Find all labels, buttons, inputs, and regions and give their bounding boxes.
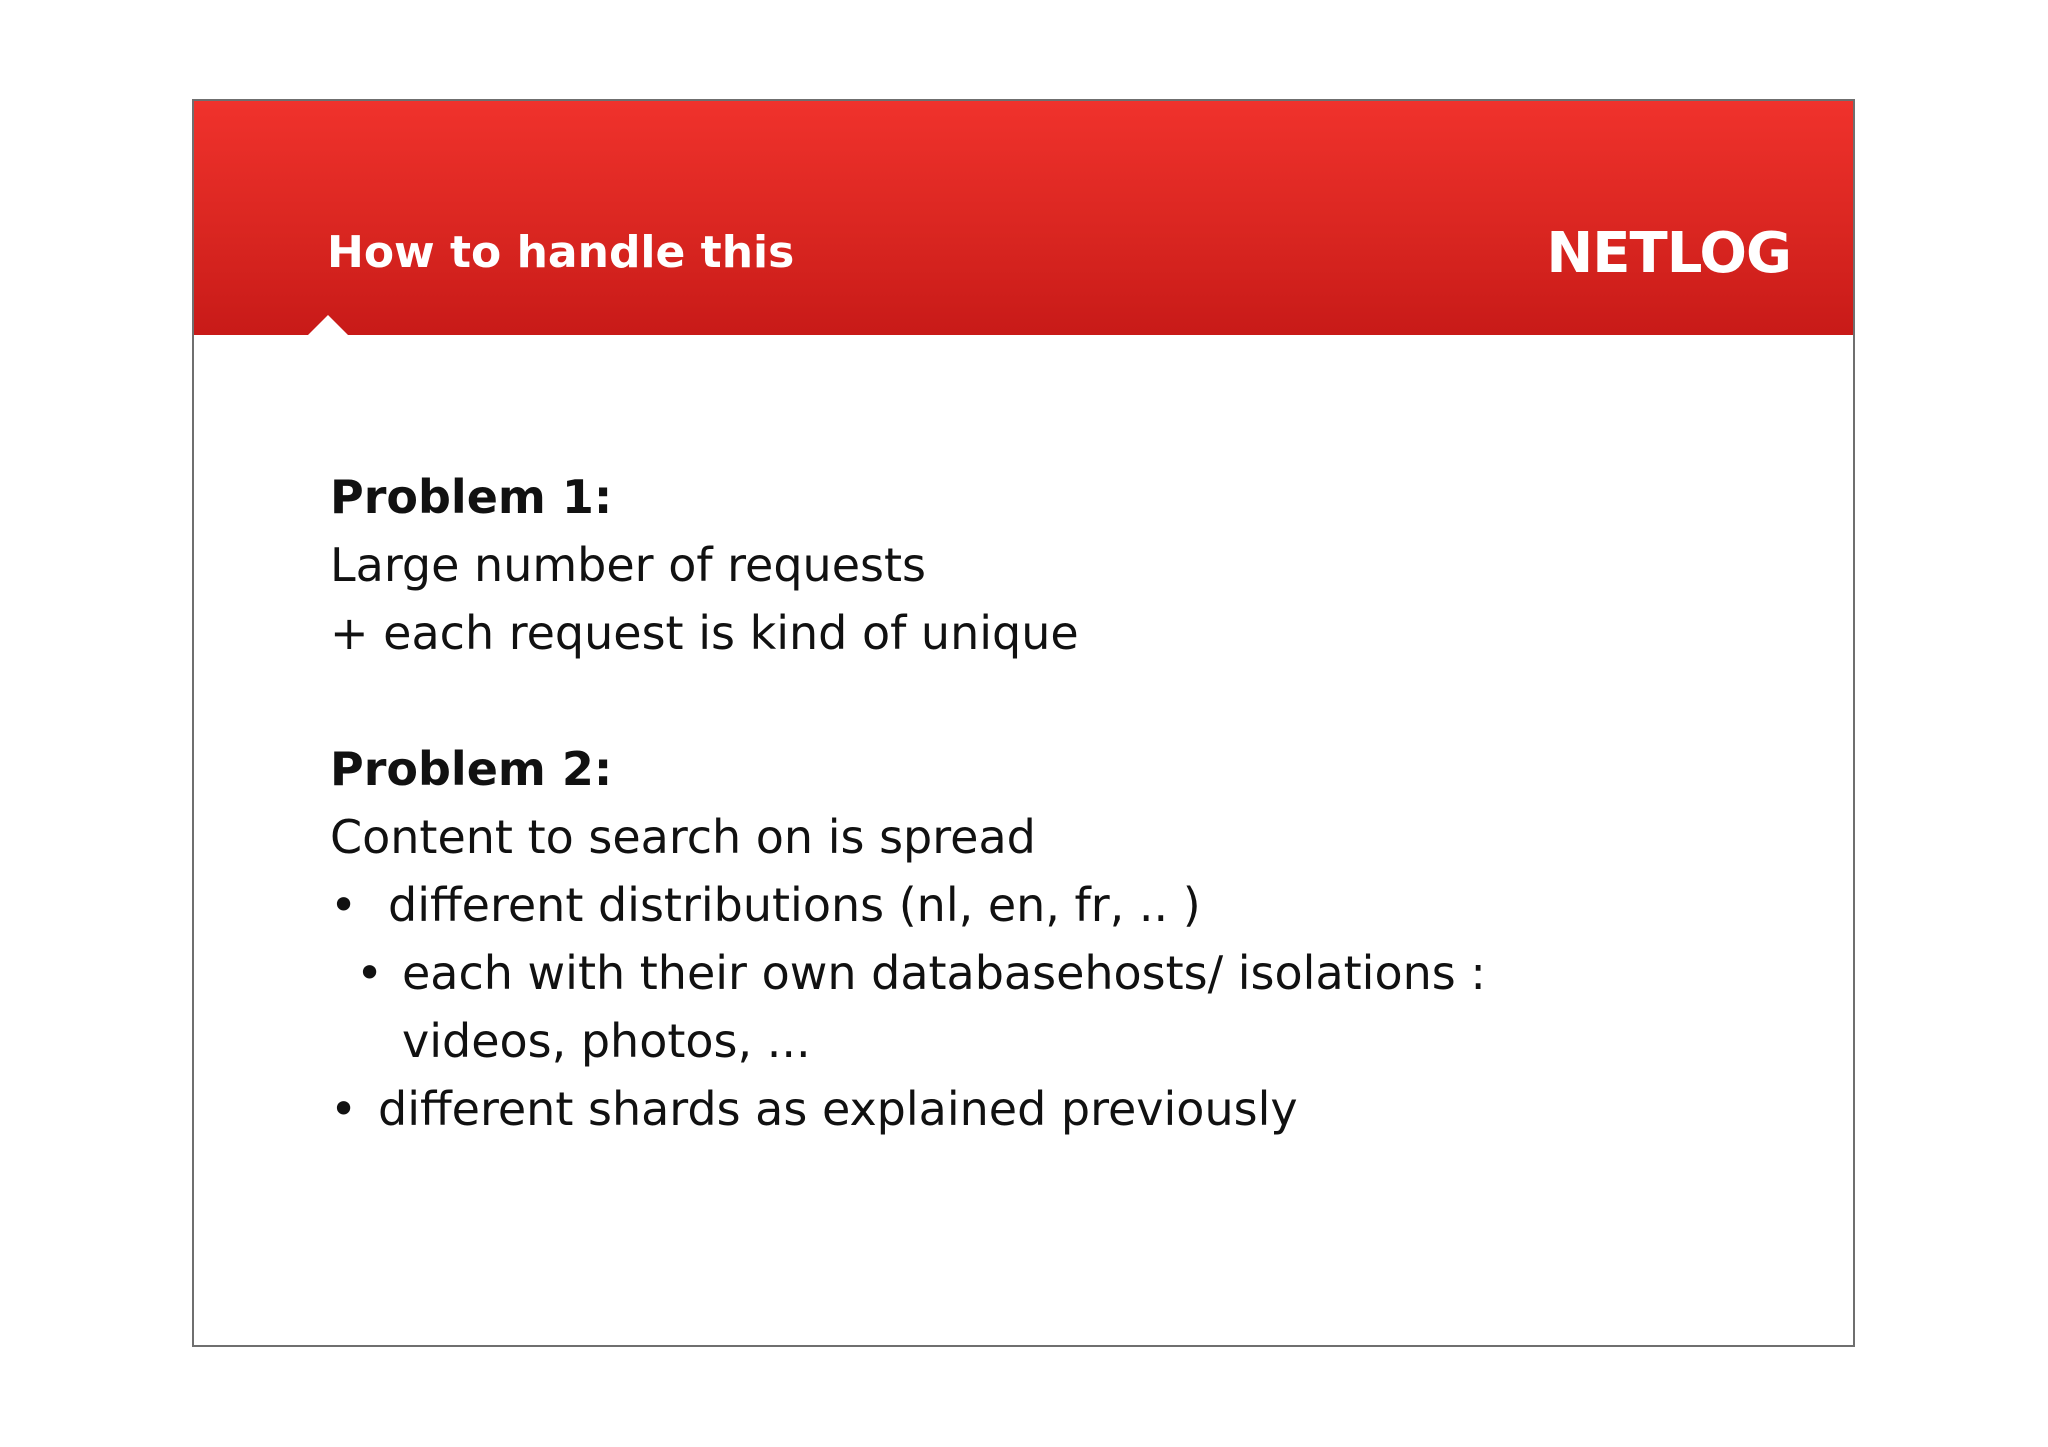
slide — [192, 99, 1855, 1347]
problem-1-line: + each request is kind of unique — [330, 606, 1079, 660]
problem-2-intro: Content to search on is spread — [330, 810, 1036, 864]
problem-1-line: Large number of requests — [330, 538, 926, 592]
slide-title: How to handle this — [327, 227, 795, 278]
bullet-marker: • — [330, 1082, 358, 1136]
problem-2-heading: Problem 2: — [330, 742, 613, 796]
bullet-item — [330, 871, 1780, 939]
slide-content — [330, 463, 1780, 1143]
spacer — [330, 667, 1780, 735]
bullet-marker: • — [330, 878, 358, 932]
bullet-text: each with their own databasehosts/ isolations : — [402, 946, 1486, 1000]
bullet-item — [330, 1075, 1780, 1143]
slide-header — [194, 101, 1853, 335]
bullet-text: different shards as explained previously — [378, 1082, 1298, 1136]
netlog-logo: NETLOG — [1546, 221, 1791, 286]
problem-1-heading: Problem 1: — [330, 470, 613, 524]
bullet-text: different distributions (nl, en, fr, .. ) — [388, 878, 1201, 932]
bullet-text: videos, photos, ... — [402, 1014, 811, 1068]
header-notch — [308, 315, 348, 335]
sub-bullet-continuation — [330, 1007, 1780, 1075]
bullet-marker: • — [356, 946, 384, 1000]
sub-bullet-item — [330, 939, 1780, 1007]
